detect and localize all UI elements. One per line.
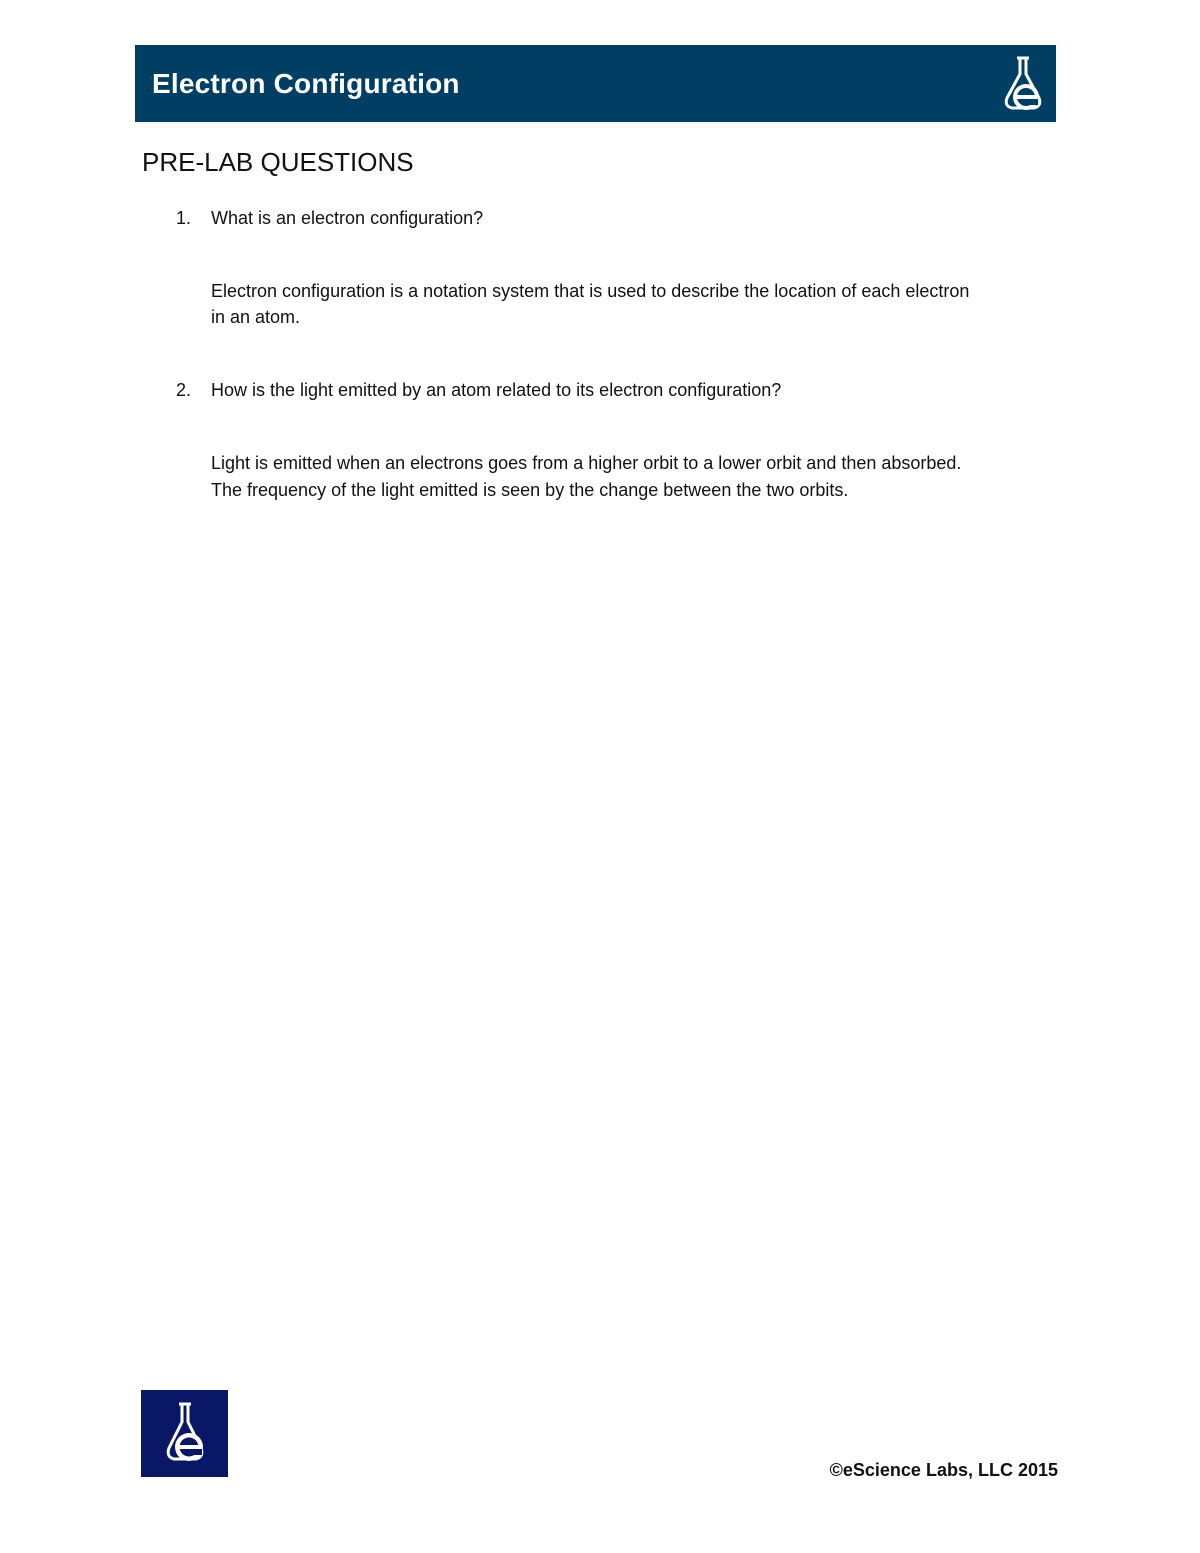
answer-line: in an atom. — [211, 307, 301, 327]
copyright-text: ©eScience Labs, LLC 2015 — [829, 1460, 1058, 1480]
question-number: 1. — [176, 208, 192, 228]
answer-line: Light is emitted when an electrons goes from a higher orbit to a lower orbit and then absorbed. — [211, 453, 962, 473]
section-title: PRE-LAB QUESTIONS — [142, 147, 414, 177]
footer-logo — [141, 1390, 228, 1477]
document-title: Electron Configuration — [152, 68, 460, 99]
question-text: How is the light emitted by an atom related to its electron configuration? — [211, 380, 782, 400]
escience-flask-logo-icon — [162, 1400, 208, 1466]
question-text: What is an electron configuration? — [211, 208, 484, 228]
escience-flask-logo-icon — [1000, 54, 1046, 114]
answer-line: The frequency of the light emitted is seen by the change between the two orbits. — [211, 480, 849, 500]
answer-line: Electron configuration is a notation system that is used to describe the location of each electron — [211, 281, 970, 301]
question-number: 2. — [176, 380, 192, 400]
header-bar — [135, 45, 1056, 122]
